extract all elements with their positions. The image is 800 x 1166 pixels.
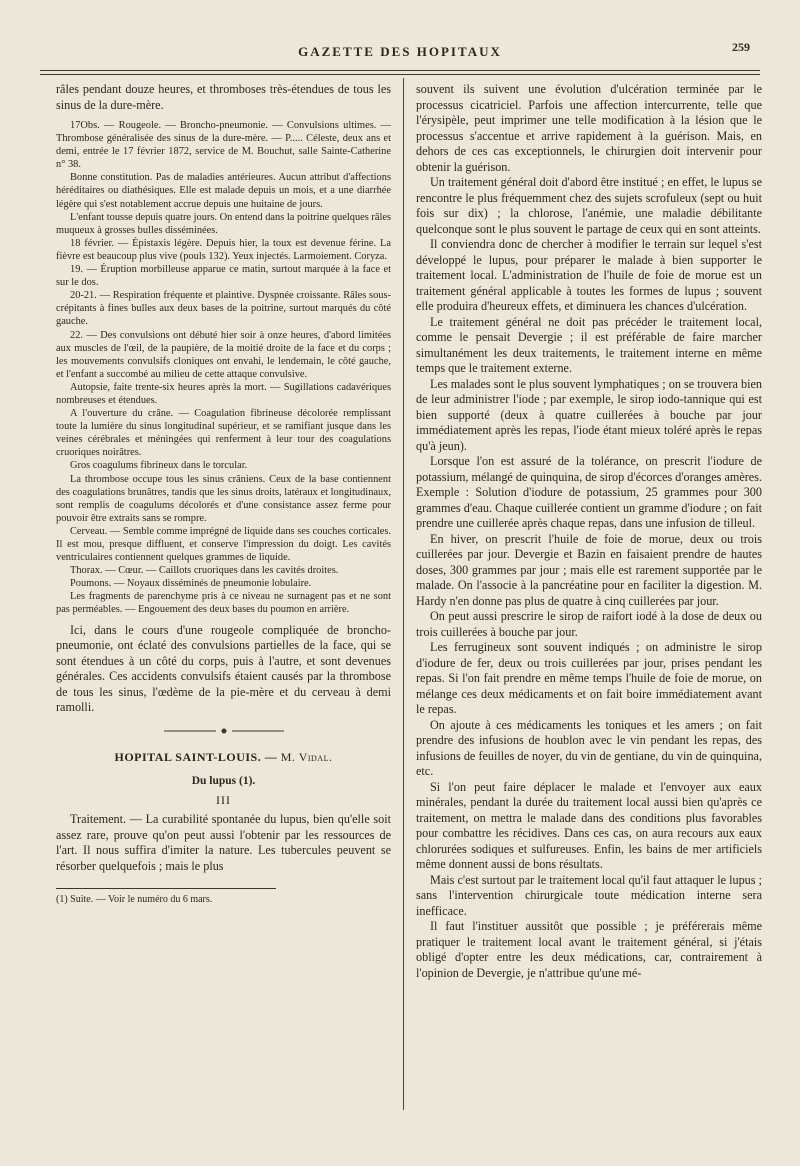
- body-paragraph: Mais c'est surtout par le traitement local qu'il faut attaquer le lupus ; sans l'intervention chirurgicale toute médication interne sera inefficace.: [416, 872, 762, 918]
- article-subject: Du lupus (1).: [191, 775, 256, 788]
- observation-paragraph: 20-21. — Respiration fréquente et plaintive. Dyspnée croissante. Râles sous-crépitants à fines bulles aux deux bases de la poitrine, surtout marqués du côté gauche.: [56, 290, 391, 328]
- observation-paragraph: La thrombose occupe tous les sinus crâniens. Ceux de la base contiennent des coagulations brunâtres, tandis que les sinus droits, latéraux et longitudinaux, sont remplis de coagulums décolorés et d'une consistance assez ferme pour pouvoir être extraits sans se rompre.: [56, 473, 391, 524]
- body-paragraph: En hiver, on prescrit l'huile de foie de morue, deux ou trois cuillerées par jour. Devergie et Bazin en faisaient prendre de hautes doses, 300 grammes par jour ; mais elle est rarement supportée par le malade. On l'associe à la pancréatine pour en faciliter la digestion. M. Hardy n'en donne pas plus de quatre à cinq cuillerées par jour.: [416, 531, 762, 608]
- column-divider: [403, 78, 404, 1110]
- body-paragraph: On ajoute à ces médicaments les toniques et les amers ; on fait prendre des infusions de houblon avec le vin pendant les repas, des infusions de feuilles de noyer, du vin de gentiane, du vin de quinquina, etc.: [416, 717, 762, 778]
- body-paragraph: Le traitement général ne doit pas précéder le traitement local, comme le pensait Devergie ; il est préférable de faire marcher simultanément les deux traitements, le traitement interne en même temps que le traitement externe.: [416, 314, 762, 375]
- observation-paragraph: L'enfant tousse depuis quatre jours. On entend dans la poitrine quelques râles muqueux à grosses bulles disséminées.: [56, 211, 392, 236]
- journal-title: GAZETTE DES HOPITAUX: [298, 44, 502, 59]
- observation-paragraph: Les fragments de parenchyme pris à ce niveau ne surnagent pas et ne sont pas perméables. — Engouement des deux bases du poumon en arrière.: [56, 591, 391, 616]
- intro-paragraph: râles pendant douze heures, et thromboses très-étendues de tous les sinus de la dure-mère.: [56, 82, 391, 112]
- body-paragraph: Il faut l'instituer aussitôt que possible ; je préférerais même pratiquer le traitement local avant le traitement général, si j'étais obligé d'opter entre les deux médications, car, contrairement à l'opinion de Devergie, je n'attribue qu'une mé-: [416, 919, 762, 980]
- left-column: [56, 82, 391, 907]
- observation-paragraph: Bonne constitution. Pas de maladies antérieures. Aucun attribut d'affections héréditaires ou diathésiques. Elle est malade depuis un mois, et a une diarrhée légère qui s'est notablement accrue depuis une huitaine de jours.: [56, 172, 391, 210]
- header-rule-bottom: [40, 74, 760, 75]
- section-heading: [56, 751, 391, 765]
- commentary-paragraph: Ici, dans le cours d'une rougeole compliquée de broncho-pneumonie, ont éclaté des convulsions partielles de la face, qui se sont étendues à un côté du corps, puis à l'autre, et sont devenues générales. Ces accidents convulsifs étaient causés par la thrombose de tous les sinus, l'œdème de la pie-mère et du cerveau à demi ramolli.: [56, 622, 391, 715]
- body-paragraph: Les ferrugineux sont souvent indiqués ; on administre le sirop d'iodure de fer, deux ou trois cuillerées par jour, prises pendant les repas. Si l'on fait prendre en même temps l'huile de foie de morue, on mélange ces deux médicaments et on fait boire immédiatement avant le repas.: [416, 640, 762, 716]
- observation-paragraph: Cerveau. — Semble comme imprégné de liquide dans ses couches corticales. Il est mou, presque diffluent, et conserve l'impression du doigt. Les cavités ventriculaires contiennent quelques grammes de liquide.: [56, 525, 391, 564]
- observation-paragraph: Thorax. — Cœur. — Caillots cruoriques dans les cavités droites.: [70, 565, 339, 577]
- ornament-rule-icon: [164, 727, 284, 735]
- observation-heading: 17Obs. — Rougeole. — Broncho-pneumonie. — Convulsions ultimes. — Thrombose généralisée des sinus de la dure-mère. — P..... Céleste, deux ans et demi, entrée le 17 février 1872, service de M. Bouchut, salle Sainte-Catherine n° 38.: [56, 120, 391, 171]
- page-header: [40, 40, 760, 70]
- footnote: (1) Suite. — Voir le numéro du 6 mars.: [56, 894, 213, 906]
- body-paragraph: Lorsque l'on est assuré de la tolérance, on prescrit l'iodure de potassium, mélangé de quinquina, de sirop d'écorces d'oranges amères. Exemple : Solution d'iodure de potassium, 25 grammes pour 300 grammes d'eau. Chaque cuillerée contient un gramme d'iodure ; on fait prendre une cuillerée après chaque repas, dans une infusion de tilleul.: [416, 454, 762, 530]
- observation-paragraph: A l'ouverture du crâne. — Coagulation fibrineuse décolorée remplissant toute la lumière du sinus longitudinal supérieur, et se ramifiant jusque dans les veines cérébrales et méningées qui renferment à leur tour des coagulations cruoriques noirâtres.: [56, 408, 391, 459]
- section-ornament: [56, 726, 391, 740]
- hospital-name: HOPITAL SAINT-LOUIS. —: [114, 750, 278, 765]
- body-paragraph: On peut aussi prescrire le sirop de raifort iodé à la dose de deux ou trois cuillerées à bouche par jour.: [416, 609, 762, 639]
- author-name: M. Vidal.: [280, 750, 333, 765]
- header-rule-top: [40, 70, 760, 71]
- observation-paragraph: Autopsie, faite trente-six heures après la mort. — Sugillations cadavériques nombreuses et étendues.: [56, 381, 391, 406]
- body-paragraph: Les malades sont le plus souvent lymphatiques ; on se trouvera bien de leur administrer l'iode ; par exemple, le sirop iodo-tannique qui est bien supporté (deux à quatre cuillerées à bouche par jour immédiatement après les repas, l'iode étant mieux toléré après le repas qu'à jeun).: [416, 376, 762, 453]
- observation-block: [56, 119, 391, 617]
- body-paragraph: Un traitement général doit d'abord être institué ; en effet, le lupus se rencontre le plus fréquemment chez des sujets scrofuleux (sept ou huit fois sur dix) ; la chlorose, l'anémie, une maladie débilitante quelconque sont le plus souvent le partage de ceux qui en sont atteints.: [416, 175, 762, 236]
- treatment-paragraph: Traitement. — La curabilité spontanée du lupus, bien qu'elle soit assez rare, prouve qu'on peut aussi l'obtenir par les ressources de l'art. Il nous suffira d'imiter la nature. Les tubercules peuvent se résorber quelquefois ; mais le plus: [56, 812, 391, 873]
- observation-paragraph: 19. — Éruption morbilleuse apparue ce matin, surtout marquée à la face et sur le dos.: [56, 264, 391, 289]
- footnote-rule: [56, 888, 276, 889]
- observation-paragraph: 18 février. — Épistaxis légère. Depuis hier, la toux est devenue férine. La fièvre est beaucoup plus vive (pouls 132). Yeux injectés. Larmoiement. Coryza.: [56, 237, 391, 262]
- body-paragraph: Si l'on peut faire déplacer le malade et l'envoyer aux eaux minérales, pendant la durée du traitement local aussi bien qu'après ce traitement, on mettra le malade dans des conditions plus favorables pour combattre les récidives. Dans ces cas, on aura recours aux eaux chlorurées sodiques et sulfureuses. Enfin, les bains de mer artificiels même donnent aussi de bons résultats.: [416, 779, 762, 871]
- part-number: III: [216, 793, 231, 808]
- observation-paragraph: Poumons. — Noyaux disséminés de pneumonie lobulaire.: [70, 578, 312, 590]
- observation-paragraph: 22. — Des convulsions ont débuté hier soir à onze heures, d'abord limitées aux muscles de l'œil, de la paupière, de la moitié droite de la face et du corps ; les mouvements convulsifs cloniques ont envahi, le lendemain, le côté gauche, et l'enfant a succombé au milieu de cette attaque convulsive.: [56, 329, 391, 380]
- body-paragraph: Il conviendra donc de chercher à modifier le terrain sur lequel s'est développé le lupus, pour préparer le malade à bien supporter le traitement local. L'administration de l'huile de foie de morue est un traitement général applicable à toutes les formes de lupus ; souvent elle produira d'heureux effets, et diminuera les chances d'ulcération.: [416, 237, 762, 313]
- observation-paragraph: Gros coagulums fibrineux dans le torcular.: [70, 460, 248, 472]
- right-column: [416, 82, 762, 981]
- page-number: 259: [732, 40, 750, 54]
- body-paragraph: souvent ils suivent une évolution d'ulcération terminée par le processus cicatriciel. Parfois une affection intercurrente, telle que l'érysipèle, peut imprimer une telle modification à la lésion que le processus s'accentue et arrive rapidement à la guérison. Mais, en dehors de ces cas exceptionnels, le chirurgien doit intervenir pour obtenir la guérison.: [416, 82, 762, 174]
